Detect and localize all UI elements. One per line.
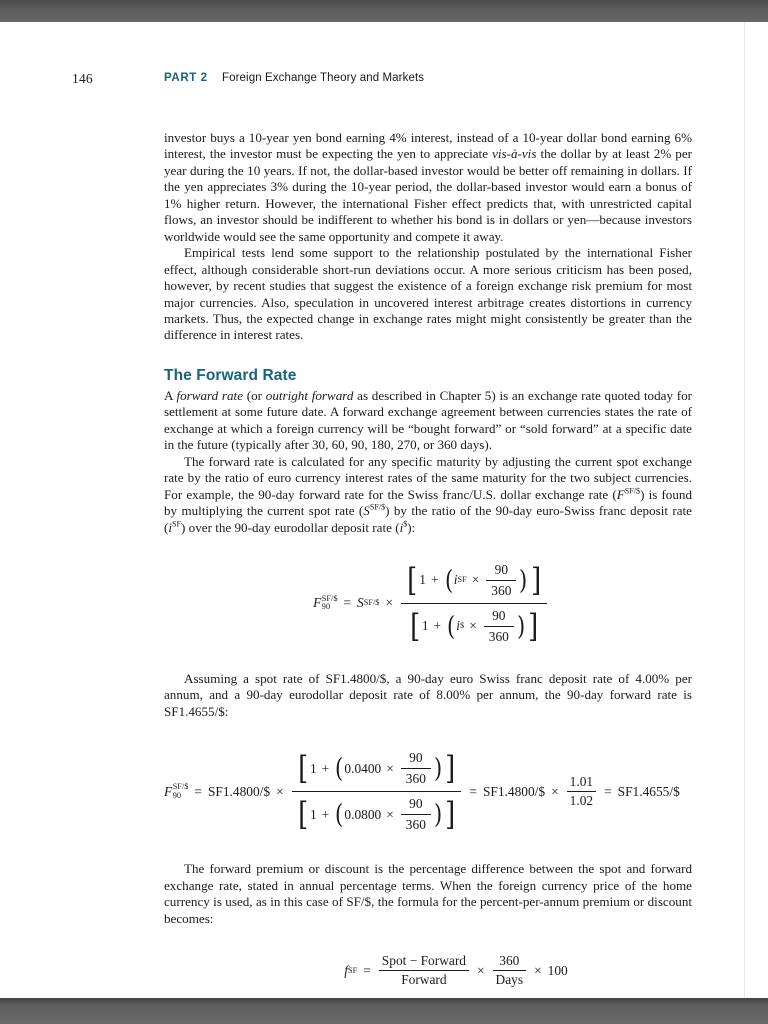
equation-1-den-plus: + xyxy=(433,618,442,634)
equation-1-num-one: 1 xyxy=(419,572,426,588)
equation-2-ratio-bot: 1.02 xyxy=(569,793,594,809)
paragraph-2: Empirical tests lend some support to the relationship postulated by the international Fisher effect, although considerable short-run deviations occur. A more serious criticism has been posed, however, by recent studies that suggest the existence of a foreign exchange risk premium for most major currencies. Also, speculation in uncovered interest arbitrage creates distortions in currency markets. Thus, the expected change in exchange rates might might consistently be greater than the difference in interest rates. xyxy=(164,245,692,343)
section-heading-the-forward-rate: The Forward Rate xyxy=(164,366,297,384)
equation-1-den-inner: 1 + ( i $ × $\frac{90}{360}$ ) xyxy=(421,606,527,647)
equation-1-den-day-fraction xyxy=(484,606,514,647)
equation-1-den-bracket-group: [ 1 + ( i $ × $\frac{90}{360}$ ) ] xyxy=(409,606,540,647)
paragraph-1 xyxy=(164,130,692,245)
equation-2-den-basis: 360 xyxy=(405,817,426,833)
equation-2-num-plus: + xyxy=(321,760,330,776)
equation-forward-rate-numeric xyxy=(164,746,692,837)
equation-1-num-inner: 1 + ( i SF × $\frac{90}{360}$ ) xyxy=(418,560,529,601)
equation-2-equals-2: = xyxy=(469,783,477,799)
paragraph-4 xyxy=(164,454,692,536)
equation-2-lhs-supsub xyxy=(173,783,189,800)
inline-var-F: F xyxy=(616,486,625,502)
equation-2-ratio-top: 1.01 xyxy=(569,774,594,790)
equation-1-num-bracket-group: [ 1 + ( i SF × $\frac{90}{360}$ ) ] xyxy=(406,560,542,601)
running-head-title: Foreign Exchange Theory and Markets xyxy=(222,72,425,84)
equation-2-den-inner: 1 + ( 0.0800 × $\frac{90}{360}$ ) xyxy=(309,794,444,835)
equation-1-num-plus: + xyxy=(431,572,439,588)
equation-forward-premium xyxy=(164,953,692,988)
equation-3-numerator: Spot − Forward xyxy=(381,953,466,969)
equation-1-num-times: × xyxy=(471,572,480,588)
inline-var-S-superscript: SF/$ xyxy=(369,502,386,512)
equation-2-numerator xyxy=(292,746,462,791)
equation-1-equals: = xyxy=(343,595,352,611)
equation-3-times-2: × xyxy=(534,962,542,978)
equation-2-den-days: 90 xyxy=(409,796,423,812)
paragraph-3-italic-2: outright forward xyxy=(265,387,354,403)
equation-3-annualize-top: 360 xyxy=(499,953,520,969)
paragraph-3-part-b: (or xyxy=(243,387,266,403)
equation-1-num-days: 90 xyxy=(494,561,509,577)
equation-2-equals-3: = xyxy=(604,783,612,799)
equation-3-times: × xyxy=(476,962,485,978)
equation-3-lhs: f SF xyxy=(344,962,358,978)
equation-1-num-basis: 360 xyxy=(491,582,512,598)
equation-2-den-plus: + xyxy=(321,806,330,822)
equation-2-den-one: 1 xyxy=(309,806,317,822)
equation-3-spot-forward-fraction xyxy=(379,953,469,988)
equation-2-spot-value: SF1.4800/$ xyxy=(207,783,271,799)
paragraph-3-italic-1: forward rate xyxy=(176,387,244,403)
equation-1-spot-var: S xyxy=(357,595,364,611)
equation-forward-rate-general xyxy=(164,558,692,649)
equation-2-lhs-var: F xyxy=(164,783,173,799)
inline-var-i-usd-superscript: $ xyxy=(403,519,408,529)
equation-2-num-times: × xyxy=(386,760,394,776)
equation-3-hundred: 100 xyxy=(547,962,568,978)
equation-2-den-bracket-group: [ 1 + ( 0.0800 × $\frac{90}{360}$ ) ] xyxy=(297,794,457,835)
viewer-top-bar xyxy=(0,0,768,22)
equation-1-times: × xyxy=(385,595,393,611)
equation-1-num-day-fraction xyxy=(486,560,516,601)
document-page xyxy=(0,22,745,998)
equation-2-main-fraction xyxy=(292,746,462,837)
paragraph-6: The forward premium or discount is the percentage difference between the spot and forward exchange rate, stated in annual percentage terms. When the foreign currency price of the home currency is used, as in this case of SF/$, the formula for the percent-per-annum premium or discount becomes: xyxy=(164,861,692,926)
inline-var-i-sf: i xyxy=(168,519,173,535)
equation-1-den-times: × xyxy=(469,618,477,634)
equation-2-den-times: × xyxy=(386,806,394,822)
inline-var-i-usd: i xyxy=(399,519,404,535)
equation-2-ratio-fraction xyxy=(567,774,596,809)
equation-2-lhs xyxy=(164,783,188,800)
inline-var-S: S xyxy=(363,503,370,519)
equation-2-denominator xyxy=(292,792,462,837)
equation-1-denominator xyxy=(404,604,545,649)
paragraph-1-italic: vis-à-vis xyxy=(492,146,537,162)
paragraph-4-part-a: The forward rate is calculated for any specific maturity by adjusting the current spot exchange rate by the ratio of euro currency interest rates of the same maturity for the two subject currencies. For example, the 90-day forward rate for the Swiss franc/U.S. dollar exchange rate ( xyxy=(164,453,692,502)
equation-3-denominator: Forward xyxy=(401,972,447,988)
paragraph-3-part-a: A xyxy=(164,387,177,403)
equation-1-lhs-sub: 90 xyxy=(321,602,331,612)
running-head-part: PART 2 xyxy=(164,72,208,84)
paragraph-1-part-a: investor buys a 10-year yen bond earning 4% interest, instead of a 10-year dollar bond earning 6% interest, the investor must be expecting the yen to appreciate xyxy=(164,130,692,162)
paragraph-5: Assuming a spot rate of SF1.4800/$, a 90-day euro Swiss franc deposit rate of 4.00% per annum, and a 90-day eurodollar deposit rate of 8.00% per annum, the 90-day forward rate is SF1.4655/$: xyxy=(164,670,692,719)
running-head xyxy=(0,71,745,91)
paragraph-4-part-c: ) by the ratio of the 90-day euro-Swiss franc deposit rate ( xyxy=(164,503,692,535)
equation-1-den-rate-var: i xyxy=(456,618,461,634)
equation-2-lhs-sub: 90 xyxy=(172,790,181,800)
paragraph-4-part-b: ) is found by multiplying the current spot rate ( xyxy=(164,486,692,519)
paragraph-4-part-e: ): xyxy=(407,519,416,535)
inline-var-i-sf-superscript: SF xyxy=(172,519,182,529)
equation-1-numerator xyxy=(401,558,547,603)
viewer-right-gutter xyxy=(746,22,768,998)
equation-1-num-rate-var: i xyxy=(453,572,458,588)
equation-1-main-fraction xyxy=(401,558,547,649)
equation-3-equals: = xyxy=(363,962,371,978)
paragraph-3-part-c: as described in Chapter 5) is an exchange rate quoted today for settlement at some future date. A forward exchange agreement between currencies states the rate of exchange at which a foreign currency will be “bought forward” or “sold forward” at a specific date in the future (typically after 30, 60, 90, 180, 270, or 360 days). xyxy=(164,387,692,453)
equation-1-lhs-var: F xyxy=(313,595,322,611)
viewer-bottom-bar xyxy=(0,998,768,1024)
equation-1-lhs-supsub xyxy=(322,595,338,612)
equation-2-num-one: 1 xyxy=(309,760,317,776)
equation-1-lhs xyxy=(313,595,337,612)
paragraph-1-part-b: the dollar by at least 2% per year during the 10 years. If not, the dollar-based investor would be better off remaining in dollars. If the yen appreciates 3% during the 10-year period, the dollar-based investor would earn a bonus of 1% higher return. However, the international Fisher effect predicts that, with unrestricted capital flows, an investor should be indifferent to whether his bond is in dollars or yen—because investors worldwide would see the same opportunity and compete it away. xyxy=(164,146,692,244)
equation-2-result: SF1.4655/$ xyxy=(617,783,680,799)
equation-2-times: × xyxy=(276,783,284,799)
equation-2-num-basis: 360 xyxy=(405,771,426,787)
equation-2-num-day-fraction xyxy=(401,748,431,789)
equation-1-den-days: 90 xyxy=(492,607,506,623)
equation-2-num-days: 90 xyxy=(409,750,423,766)
paragraph-3 xyxy=(164,388,692,454)
equation-2-num-rate: 0.0400 xyxy=(344,760,382,776)
equation-2-num-bracket-group: [ 1 + ( 0.0400 × $\frac{90}{360}$ ) ] xyxy=(297,748,457,789)
equation-2-num-inner: 1 + ( 0.0400 × $\frac{90}{360}$ ) xyxy=(309,748,444,789)
equation-3-lhs-var: f xyxy=(344,962,348,978)
equation-2-times-2: × xyxy=(551,783,559,799)
equation-2-den-rate: 0.0800 xyxy=(344,806,382,822)
paragraph-4-part-d: ) over the 90-day eurodollar deposit rate ( xyxy=(181,519,400,535)
text-column xyxy=(164,130,692,988)
equation-2-equals: = xyxy=(194,783,202,799)
equation-1-spot: S SF/$ xyxy=(357,595,380,611)
equation-1-den-one: 1 xyxy=(421,618,429,634)
equation-3-annualize-bot: Days xyxy=(495,972,524,988)
page-number: 146 xyxy=(72,71,93,86)
equation-1-den-basis: 360 xyxy=(488,628,509,644)
equation-1-lhs-sup: SF/$ xyxy=(321,594,338,603)
equation-2-den-day-fraction xyxy=(401,794,431,835)
inline-var-F-superscript: SF/$ xyxy=(624,486,641,496)
equation-2-lhs-sup: SF/$ xyxy=(172,782,189,792)
equation-3-annualize-fraction xyxy=(493,953,527,988)
equation-2-spot-value-2: SF1.4800/$ xyxy=(482,783,546,799)
